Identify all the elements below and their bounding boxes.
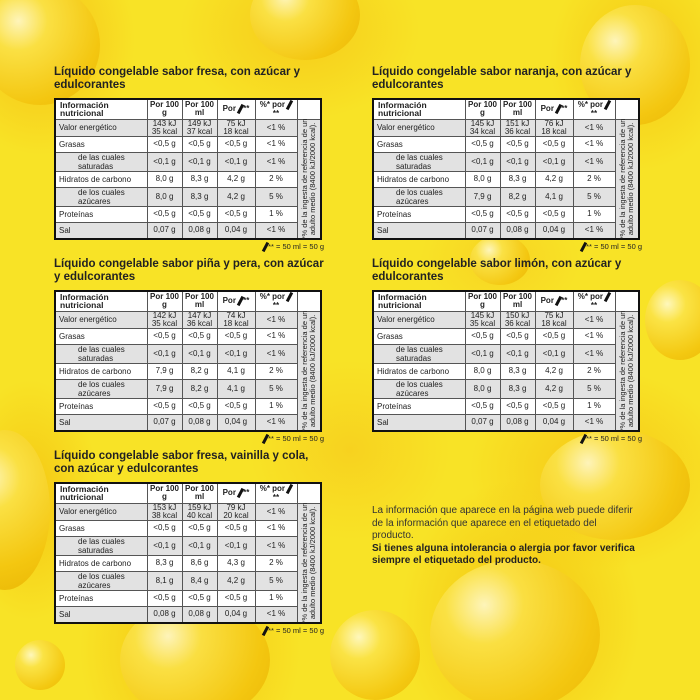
value-pct: <1 %	[573, 344, 615, 363]
value-per-100ml: <0,5 g	[182, 206, 217, 222]
energy-pct: <1 %	[255, 119, 297, 136]
value-per-100g: <0,5 g	[147, 206, 182, 222]
value-per-100ml: 8,3 g	[500, 379, 535, 398]
table-row	[373, 152, 639, 171]
row-label: Grasas	[373, 328, 465, 344]
table-row	[55, 590, 321, 606]
row-label: de los cuales azúcares	[55, 571, 147, 590]
header-info: Información nutricional	[55, 291, 147, 311]
row-label: Sal	[373, 222, 465, 239]
row-label: Proteínas	[373, 398, 465, 414]
header-row	[373, 291, 639, 311]
value-pct: 5 %	[255, 187, 297, 206]
row-label: de los cuales azúcares	[373, 379, 465, 398]
value-per-100g: <0,5 g	[147, 590, 182, 606]
value-per-portion: 0,04 g	[535, 222, 573, 239]
value-per-100g: 7,9 g	[147, 379, 182, 398]
row-label: Valor energético	[55, 503, 147, 520]
value-pct: <1 %	[255, 536, 297, 555]
value-pct: <1 %	[255, 222, 297, 239]
energy-per-100ml: 159 kJ 40 kcal	[182, 503, 217, 520]
value-per-portion: <0,5 g	[217, 520, 255, 536]
value-pct: <1 %	[255, 344, 297, 363]
pen-icon	[604, 292, 611, 302]
value-pct: 1 %	[255, 206, 297, 222]
table-row	[55, 379, 321, 398]
value-per-portion: <0,5 g	[217, 136, 255, 152]
row-label: Proteínas	[55, 398, 147, 414]
value-per-100g: 8,0 g	[465, 363, 500, 379]
header-per-portion: Por **	[217, 291, 255, 311]
row-label: Valor energético	[55, 311, 147, 328]
header-info: Información nutricional	[55, 99, 147, 119]
value-per-100ml: <0,1 g	[500, 344, 535, 363]
row-label: Proteínas	[373, 206, 465, 222]
value-per-100g: <0,5 g	[465, 206, 500, 222]
value-per-portion: 4,1 g	[217, 379, 255, 398]
header-per-100ml: Por 100 ml	[500, 99, 535, 119]
value-per-100ml: 0,08 g	[182, 222, 217, 239]
row-label: de las cuales saturadas	[373, 344, 465, 363]
header-per-100g: Por 100 g	[465, 99, 500, 119]
value-pct: 5 %	[573, 379, 615, 398]
row-label: Sal	[55, 414, 147, 431]
energy-per-portion: 79 kJ 20 kcal	[217, 503, 255, 520]
row-label: de los cuales azúcares	[373, 187, 465, 206]
value-pct: 1 %	[573, 398, 615, 414]
value-per-portion: 4,3 g	[217, 555, 255, 571]
portion-note: ** = 50 ml = 50 g	[54, 434, 324, 444]
table-row	[373, 379, 639, 398]
value-pct: <1 %	[573, 328, 615, 344]
value-per-100g: <0,5 g	[147, 398, 182, 414]
table-row	[373, 222, 639, 239]
header-pct: %* por **	[255, 483, 297, 503]
value-per-100ml: <0,5 g	[500, 136, 535, 152]
value-per-100g: <0,5 g	[147, 328, 182, 344]
value-per-100g: 8,3 g	[147, 555, 182, 571]
value-per-100g: 8,1 g	[147, 571, 182, 590]
value-per-100g: 8,0 g	[465, 379, 500, 398]
table-row	[55, 520, 321, 536]
value-per-100g: 0,07 g	[147, 414, 182, 431]
row-label: Hidratos de carbono	[373, 363, 465, 379]
header-row	[55, 483, 321, 503]
nutrition-table	[54, 290, 322, 432]
row-label: de las cuales saturadas	[55, 344, 147, 363]
row-label: de las cuales saturadas	[55, 536, 147, 555]
value-per-100g: <0,1 g	[465, 344, 500, 363]
value-pct: <1 %	[573, 152, 615, 171]
row-label: de las cuales saturadas	[55, 152, 147, 171]
value-per-portion: <0,5 g	[217, 206, 255, 222]
value-per-100g: <0,1 g	[465, 152, 500, 171]
row-label: Grasas	[55, 136, 147, 152]
value-per-100g: 0,07 g	[147, 222, 182, 239]
row-label: Sal	[55, 222, 147, 239]
row-label: Sal	[373, 414, 465, 431]
value-pct: 2 %	[255, 363, 297, 379]
portion-note: ** = 50 ml = 50 g	[372, 434, 642, 444]
disclaimer-bold: Si tienes alguna intolerancia o alergia por favor verifica siempre el etiquetado del producto.	[372, 542, 635, 566]
value-per-100ml: 0,08 g	[500, 414, 535, 431]
value-per-portion: 4,1 g	[217, 363, 255, 379]
header-per-portion: Por **	[217, 99, 255, 119]
value-per-portion: <0,5 g	[217, 328, 255, 344]
value-per-portion: <0,5 g	[217, 590, 255, 606]
table-row	[373, 328, 639, 344]
value-pct: <1 %	[573, 222, 615, 239]
value-per-100g: 7,9 g	[465, 187, 500, 206]
value-per-100ml: 0,08 g	[500, 222, 535, 239]
value-per-100ml: <0,5 g	[500, 398, 535, 414]
value-per-100ml: 8,2 g	[182, 379, 217, 398]
row-label: Grasas	[55, 328, 147, 344]
energy-per-portion: 74 kJ 18 kcal	[217, 311, 255, 328]
value-per-portion: <0,1 g	[217, 152, 255, 171]
table-row	[373, 187, 639, 206]
value-per-portion: 0,04 g	[535, 414, 573, 431]
header-per-100g: Por 100 g	[147, 291, 182, 311]
table-row	[55, 222, 321, 239]
value-per-100ml: <0,1 g	[182, 344, 217, 363]
pen-icon	[604, 100, 611, 110]
bubble-decoration	[430, 560, 600, 700]
value-pct: <1 %	[255, 328, 297, 344]
nutrition-table	[54, 482, 322, 624]
value-per-portion: 0,04 g	[217, 606, 255, 623]
value-pct: <1 %	[573, 136, 615, 152]
portion-note: ** = 50 ml = 50 g	[54, 242, 324, 252]
energy-per-100g: 142 kJ 35 kcal	[147, 311, 182, 328]
row-label: de los cuales azúcares	[55, 187, 147, 206]
value-pct: 1 %	[255, 590, 297, 606]
table-row	[55, 571, 321, 590]
value-per-100ml: 8,3 g	[182, 171, 217, 187]
table-row	[55, 363, 321, 379]
value-pct: 1 %	[255, 398, 297, 414]
header-per-100ml: Por 100 ml	[182, 291, 217, 311]
energy-per-100ml: 149 kJ 37 kcal	[182, 119, 217, 136]
header-row	[373, 99, 639, 119]
value-per-100ml: <0,1 g	[500, 152, 535, 171]
value-per-100g: 8,0 g	[465, 171, 500, 187]
value-pct: 2 %	[573, 363, 615, 379]
bubble-decoration	[0, 430, 50, 590]
value-per-100g: <0,1 g	[147, 344, 182, 363]
table-row	[55, 344, 321, 363]
table-row	[373, 344, 639, 363]
value-per-portion: <0,5 g	[535, 328, 573, 344]
energy-per-100g: 153 kJ 38 kcal	[147, 503, 182, 520]
value-per-100g: <0,5 g	[465, 136, 500, 152]
table-row	[55, 328, 321, 344]
value-per-100ml: <0,5 g	[182, 590, 217, 606]
nutrition-block	[372, 66, 647, 252]
energy-per-100ml: 150 kJ 36 kcal	[500, 311, 535, 328]
nutrition-block	[54, 450, 329, 636]
value-per-100g: <0,5 g	[147, 136, 182, 152]
header-info: Información nutricional	[373, 99, 465, 119]
header-row	[55, 291, 321, 311]
nutrition-table	[372, 290, 640, 432]
reference-intake-note: *% de la ingesta de referencia de un adulto medio (8400 kJ/2000 kcal).	[297, 119, 321, 239]
row-label: Grasas	[55, 520, 147, 536]
reference-intake-note: *% de la ingesta de referencia de un adulto medio (8400 kJ/2000 kcal).	[297, 503, 321, 623]
row-label: Hidratos de carbono	[55, 363, 147, 379]
value-pct: <1 %	[255, 152, 297, 171]
pen-icon	[286, 100, 293, 110]
value-pct: 5 %	[255, 571, 297, 590]
reference-intake-note: *% de la ingesta de referencia de un adulto medio (8400 kJ/2000 kcal).	[297, 311, 321, 431]
row-label: Hidratos de carbono	[55, 555, 147, 571]
nutrition-block	[54, 258, 329, 444]
value-per-100ml: <0,5 g	[182, 398, 217, 414]
disclaimer-text	[372, 505, 640, 568]
value-per-100ml: <0,5 g	[500, 206, 535, 222]
row-label: Valor energético	[373, 311, 465, 328]
energy-per-100g: 145 kJ 35 kcal	[465, 311, 500, 328]
disclaimer-normal: La información que aparece en la página web puede diferir de la información que aparece en el etiquetado del producto.	[372, 505, 633, 541]
table-row	[373, 414, 639, 431]
value-pct: 5 %	[255, 379, 297, 398]
value-per-portion: <0,1 g	[535, 344, 573, 363]
table-row	[373, 136, 639, 152]
row-label: Grasas	[373, 136, 465, 152]
value-pct: 1 %	[573, 206, 615, 222]
header-per-portion: Por **	[535, 99, 573, 119]
value-per-100g: 7,9 g	[147, 363, 182, 379]
value-per-portion: <0,5 g	[535, 398, 573, 414]
table-row	[55, 503, 321, 520]
energy-per-100g: 143 kJ 35 kcal	[147, 119, 182, 136]
value-per-100ml: <0,5 g	[500, 328, 535, 344]
row-label: Hidratos de carbono	[55, 171, 147, 187]
value-per-portion: <0,1 g	[535, 152, 573, 171]
value-per-100ml: 8,3 g	[182, 187, 217, 206]
table-row	[55, 398, 321, 414]
table-row	[55, 536, 321, 555]
header-per-100g: Por 100 g	[465, 291, 500, 311]
table-row	[55, 119, 321, 136]
table-title: Líquido congelable sabor fresa, con azúcar y edulcorantes	[54, 66, 301, 91]
value-per-100ml: <0,5 g	[182, 520, 217, 536]
value-per-100ml: <0,5 g	[182, 328, 217, 344]
header-pct: %* por **	[573, 99, 615, 119]
header-pct: %* por **	[255, 99, 297, 119]
table-row	[55, 206, 321, 222]
table-row	[55, 414, 321, 431]
value-per-100g: <0,1 g	[147, 536, 182, 555]
energy-per-100g: 145 kJ 34 kcal	[465, 119, 500, 136]
value-per-100ml: 8,2 g	[500, 187, 535, 206]
portion-note: ** = 50 ml = 50 g	[54, 626, 324, 636]
value-per-portion: 4,2 g	[217, 171, 255, 187]
header-per-100ml: Por 100 ml	[500, 291, 535, 311]
header-per-portion: Por **	[535, 291, 573, 311]
portion-note: ** = 50 ml = 50 g	[372, 242, 642, 252]
value-per-100ml: 8,6 g	[182, 555, 217, 571]
header-per-100ml: Por 100 ml	[182, 483, 217, 503]
value-per-portion: 4,2 g	[217, 571, 255, 590]
value-pct: 2 %	[255, 171, 297, 187]
nutrition-block	[372, 258, 647, 444]
row-label: Proteínas	[55, 206, 147, 222]
value-per-100g: 0,07 g	[465, 222, 500, 239]
energy-pct: <1 %	[255, 503, 297, 520]
value-per-portion: 4,2 g	[535, 171, 573, 187]
table-row	[373, 398, 639, 414]
value-per-100g: 0,07 g	[465, 414, 500, 431]
value-per-100ml: <0,1 g	[182, 536, 217, 555]
value-pct: <1 %	[255, 606, 297, 623]
value-per-100ml: 8,3 g	[500, 363, 535, 379]
nutrition-table	[372, 98, 640, 240]
table-row	[373, 171, 639, 187]
bubble-decoration	[645, 280, 700, 360]
table-row	[55, 187, 321, 206]
table-row	[55, 311, 321, 328]
header-per-portion: Por **	[217, 483, 255, 503]
energy-per-portion: 76 kJ 18 kcal	[535, 119, 573, 136]
value-per-portion: <0,5 g	[535, 136, 573, 152]
row-label: de los cuales azúcares	[55, 379, 147, 398]
value-per-100ml: 8,3 g	[500, 171, 535, 187]
value-per-100g: <0,5 g	[147, 520, 182, 536]
value-pct: <1 %	[255, 414, 297, 431]
value-per-100g: <0,1 g	[147, 152, 182, 171]
table-row	[55, 171, 321, 187]
value-per-100ml: 8,2 g	[182, 363, 217, 379]
nutrition-table	[54, 98, 322, 240]
bubble-decoration	[330, 610, 420, 700]
value-pct: <1 %	[573, 414, 615, 431]
table-title: Líquido congelable sabor fresa, vainilla y cola, con azúcar y edulcorantes	[54, 450, 309, 475]
row-label: Valor energético	[55, 119, 147, 136]
bubble-decoration	[15, 640, 65, 690]
table-row	[373, 311, 639, 328]
value-per-100g: <0,5 g	[465, 328, 500, 344]
value-per-100ml: 8,4 g	[182, 571, 217, 590]
header-info: Información nutricional	[55, 483, 147, 503]
value-pct: <1 %	[255, 136, 297, 152]
value-per-portion: <0,5 g	[217, 398, 255, 414]
energy-pct: <1 %	[573, 311, 615, 328]
value-per-100ml: <0,5 g	[182, 136, 217, 152]
value-pct: <1 %	[255, 520, 297, 536]
value-per-portion: 0,04 g	[217, 414, 255, 431]
energy-per-portion: 75 kJ 18 kcal	[535, 311, 573, 328]
value-per-100ml: <0,1 g	[182, 152, 217, 171]
table-row	[373, 363, 639, 379]
table-row	[55, 152, 321, 171]
pen-icon	[286, 292, 293, 302]
energy-per-portion: 75 kJ 18 kcal	[217, 119, 255, 136]
row-label: Hidratos de carbono	[373, 171, 465, 187]
table-row	[55, 606, 321, 623]
value-per-portion: <0,5 g	[535, 206, 573, 222]
table-row	[373, 119, 639, 136]
header-info: Información nutricional	[373, 291, 465, 311]
nutrition-block	[54, 66, 329, 252]
header-per-100g: Por 100 g	[147, 483, 182, 503]
value-per-100g: 8,0 g	[147, 187, 182, 206]
header-row	[55, 99, 321, 119]
energy-per-100ml: 151 kJ 36 kcal	[500, 119, 535, 136]
energy-pct: <1 %	[255, 311, 297, 328]
header-per-100ml: Por 100 ml	[182, 99, 217, 119]
table-title: Líquido congelable sabor naranja, con azúcar y edulcorantes	[372, 66, 632, 91]
table-row	[373, 206, 639, 222]
value-per-100g: 8,0 g	[147, 171, 182, 187]
value-per-100ml: 0,08 g	[182, 606, 217, 623]
table-title: Líquido congelable sabor limón, con azúcar y edulcorantes	[372, 258, 622, 283]
value-pct: 2 %	[573, 171, 615, 187]
energy-pct: <1 %	[573, 119, 615, 136]
table-title: Líquido congelable sabor piña y pera, con azúcar y edulcorantes	[54, 258, 324, 283]
value-per-portion: <0,1 g	[217, 344, 255, 363]
value-pct: 2 %	[255, 555, 297, 571]
header-pct: %* por **	[573, 291, 615, 311]
row-label: Sal	[55, 606, 147, 623]
table-row	[55, 136, 321, 152]
row-label: Proteínas	[55, 590, 147, 606]
row-label: de las cuales saturadas	[373, 152, 465, 171]
value-per-portion: 0,04 g	[217, 222, 255, 239]
header-pct: %* por **	[255, 291, 297, 311]
bubble-decoration	[250, 0, 360, 60]
value-per-100g: 0,08 g	[147, 606, 182, 623]
reference-intake-note: *% de la ingesta de referencia de un adulto medio (8400 kJ/2000 kcal).	[615, 311, 639, 431]
header-per-100g: Por 100 g	[147, 99, 182, 119]
value-per-portion: <0,1 g	[217, 536, 255, 555]
table-row	[55, 555, 321, 571]
value-per-portion: 4,2 g	[535, 363, 573, 379]
energy-per-100ml: 147 kJ 36 kcal	[182, 311, 217, 328]
value-per-100ml: 0,08 g	[182, 414, 217, 431]
value-per-portion: 4,1 g	[535, 187, 573, 206]
value-per-portion: 4,2 g	[535, 379, 573, 398]
value-per-100g: <0,5 g	[465, 398, 500, 414]
reference-intake-note: *% de la ingesta de referencia de un adulto medio (8400 kJ/2000 kcal).	[615, 119, 639, 239]
row-label: Valor energético	[373, 119, 465, 136]
value-per-portion: 4,2 g	[217, 187, 255, 206]
value-pct: 5 %	[573, 187, 615, 206]
pen-icon	[286, 484, 293, 494]
